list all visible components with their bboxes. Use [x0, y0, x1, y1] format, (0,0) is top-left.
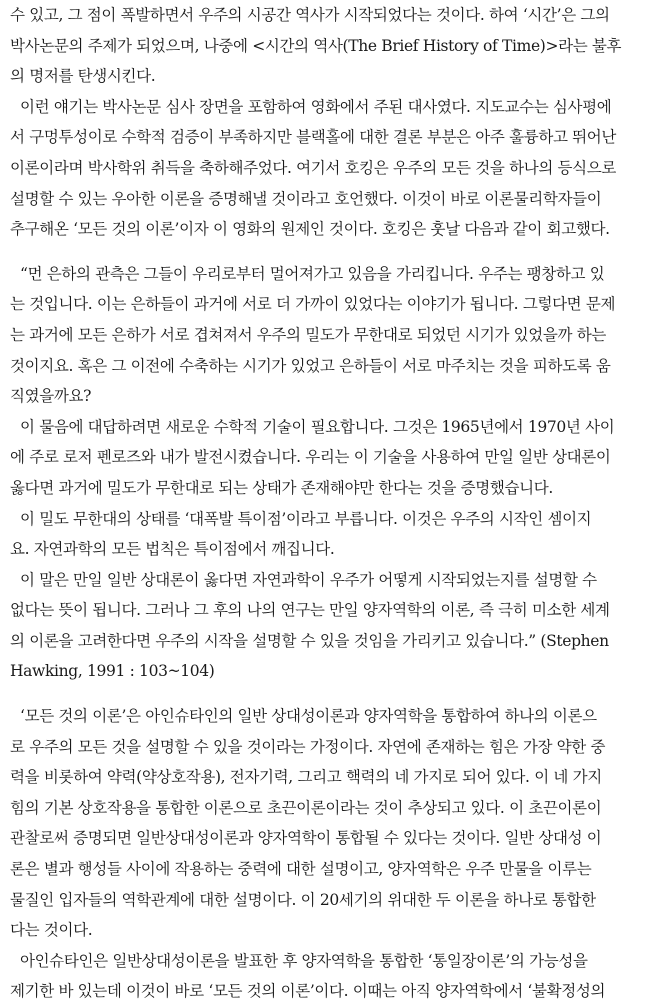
text-line: 에 주로 로저 펜로즈와 내가 발전시켰습니다. 우리는 이 기술을 사용하여 만일 일반 상대론이: [10, 448, 611, 467]
text-line: 이 말은 만일 일반 상대론이 옳다면 자연과학이 우주가 어떻게 시작되었는지를 설명할 수: [20, 570, 597, 589]
text-line: 의 명저를 탄생시킨다.: [10, 67, 156, 86]
text-line: 요. 자연과학의 모든 법칙은 특이점에서 깨집니다.: [10, 540, 335, 559]
block-quote-hawking: [10, 259, 654, 687]
paragraph-spacer: [10, 687, 654, 701]
paragraph-thesis: [10, 0, 654, 92]
text-line: 이 물음에 대답하려면 새로운 수학적 기술이 필요합니다. 그것은 1965년에서 1970년 사이: [20, 417, 615, 436]
text-line: 힘의 기본 상호작용을 통합한 이론으로 초끈이론이라는 것이 추상되고 있다. 이 초끈이론이: [10, 798, 602, 817]
text-line: 이론이라며 박사학위 취득을 축하해주었다. 여기서 호킹은 우주의 모든 것을 하나의 등식으로: [10, 158, 617, 177]
text-line: 옳다면 과거에 밀도가 무한대로 되는 상태가 존재해야만 한다는 것을 증명했습니다.: [10, 478, 553, 497]
text-line: 추구해온 ‘모든 것의 이론’이자 이 영화의 원제인 것이다. 호킹은 훗날 다음과 같이 회고했다.: [10, 220, 610, 239]
text-line: 설명할 수 있는 우아한 이론을 증명해낼 것이라고 호언했다. 이것이 바로 이론물리학자들이: [10, 189, 602, 208]
text-line: 수 있고, 그 점이 폭발하면서 우주의 시공간 역사가 시작되었다는 것이다. 하여 ‘시간’은 그의: [10, 6, 610, 24]
citation-line: Hawking, 1991 : 103~104): [10, 662, 215, 681]
text-line: “먼 은하의 관측은 그들이 우리로부터 멀어져가고 있음을 가리킵니다. 우주는 팽창하고 있: [20, 264, 605, 283]
text-line: 제기한 바 있는데 이것이 바로 ‘모든 것의 이론’이다. 이때는 아직 양자역학에서 ‘불확정성의: [10, 982, 606, 1001]
text-line: 는 과거에 모든 은하가 서로 겹쳐져서 우주의 밀도가 무한대로 되었던 시기가 있었을까 하는: [10, 325, 606, 344]
text-line: 관찰로써 증명되면 일반상대성이론과 양자역학이 통합될 수 있다는 것이다. 일반 상대성 이: [10, 829, 602, 848]
text-line: 박사논문의 주제가 되었으며, 나중에 <시간의 역사(The Brief History of Time)>라는 불후: [10, 36, 622, 55]
text-line: 물질인 입자들의 역학관계에 대한 설명이다. 이 20세기의 위대한 두 이론을 하나로 통합한: [10, 890, 596, 909]
text-line: 의 이론을 고려한다면 우주의 시작을 설명할 수 있을 것임을 가리키고 있습니다.” (Stephen: [10, 631, 609, 650]
text-line: 이런 얘기는 박사논문 심사 장면을 포함하여 영화에서 주된 대사였다. 지도교수는 심사평에: [20, 97, 612, 116]
text-line: 로 우주의 모든 것을 설명할 수 있을 것이라는 가정이다. 자연에 존재하는 힘은 가장 약한 중: [10, 737, 606, 756]
text-line: 직였을까요?: [10, 387, 92, 406]
text-line: 다는 것이다.: [10, 921, 93, 940]
paragraph-theory-of-everything: [10, 701, 654, 1007]
paragraph-spacer: [10, 245, 654, 259]
text-line: 것이지요. 혹은 그 이전에 수축하는 시기가 있었고 은하들이 서로 마주치는 것을 피하도록 움: [10, 356, 611, 375]
text-line: 서 구멍투성이로 수학적 검증이 부족하지만 블랙홀에 대한 결론 부분은 아주 훌륭하고 뛰어난: [10, 128, 617, 147]
text-line: 아인슈타인은 일반상대성이론을 발표한 후 양자역학을 통합한 ‘통일장이론’의 가능성을: [20, 951, 588, 970]
text-line: 없다는 뜻이 됩니다. 그러나 그 후의 나의 연구는 만일 양자역학의 이론, 즉 극히 미소한 세계: [10, 601, 610, 620]
text-line: 는 것입니다. 이는 은하들이 과거에 서로 더 가까이 있었다는 이야기가 됩니다. 그렇다면 문제: [10, 295, 616, 314]
paragraph-film-dialogue: [10, 92, 654, 245]
text-line: 론은 별과 행성들 사이에 작용하는 중력에 대한 설명이고, 양자역학은 우주 만물을 이루는: [10, 860, 592, 879]
text-line: 력을 비롯하여 약력(약상호작용), 전자기력, 그리고 핵력의 네 가지로 되어 있다. 이 네 가지: [10, 768, 602, 787]
text-line: ‘모든 것의 이론’은 아인슈타인의 일반 상대성이론과 양자역학을 통합하여 하나의 이론으: [20, 707, 597, 726]
text-line: 이 밀도 무한대의 상태를 ‘대폭발 특이점’이라고 부릅니다. 이것은 우주의 시작인 셈이지: [20, 509, 592, 528]
